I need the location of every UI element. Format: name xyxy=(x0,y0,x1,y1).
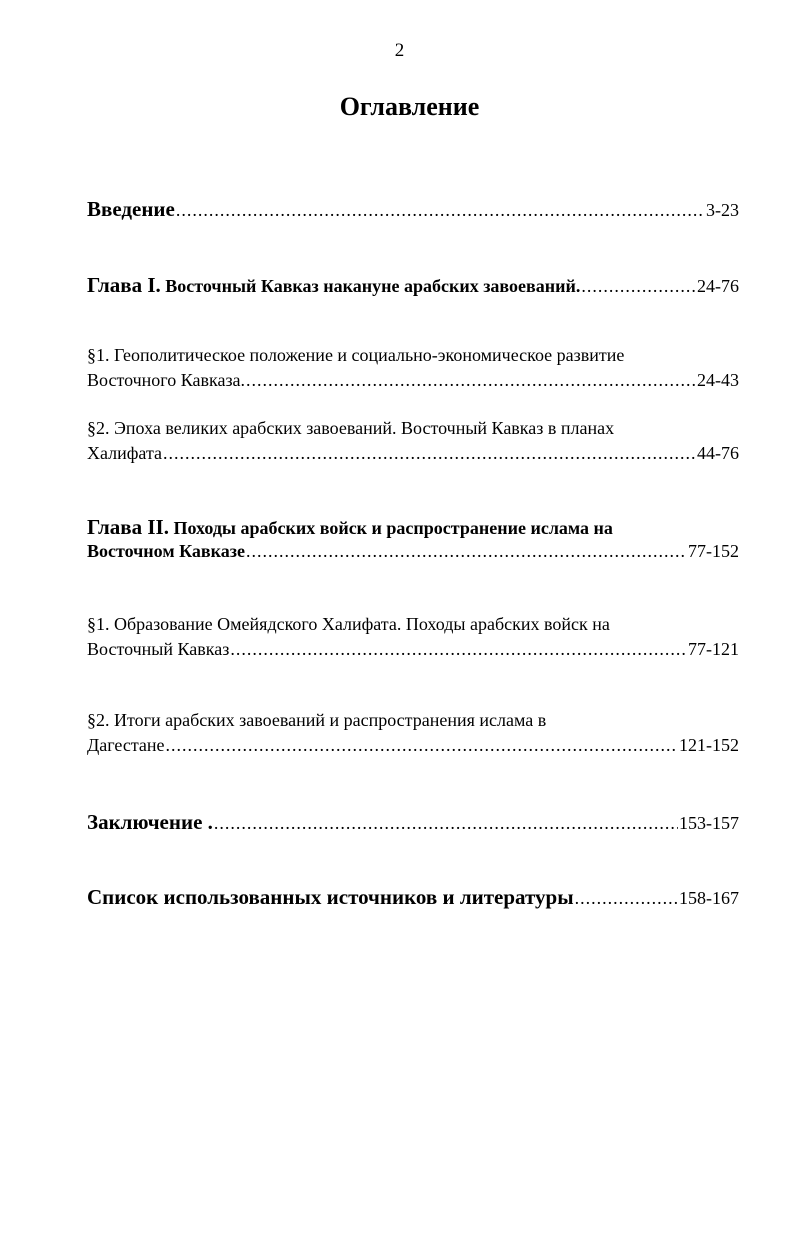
dot-leader xyxy=(246,370,696,391)
toc-entry-label: Заключение . xyxy=(87,810,213,834)
dot-leader xyxy=(214,813,678,834)
dot-leader xyxy=(166,735,678,756)
toc-entry-chapter-2-line1 xyxy=(87,515,739,540)
toc-entry-pages: 77-152 xyxy=(688,541,739,561)
toc-entry-label xyxy=(87,273,580,298)
toc-entry-label: Восточный Кавказ xyxy=(87,639,230,659)
toc-section-2-2-line2 xyxy=(87,735,739,756)
dot-leader xyxy=(163,443,696,464)
dot-leader xyxy=(230,639,687,660)
toc-entry-sources xyxy=(87,885,739,910)
toc-section-1-2-line2 xyxy=(87,443,739,464)
toc-entry-label: Халифата xyxy=(87,443,163,463)
toc-entry-label: Список использованных источников и литературы xyxy=(87,885,574,909)
toc-entry-pages: 77-121 xyxy=(688,639,739,659)
toc-entry-introduction xyxy=(87,197,739,222)
toc-section-1-1-line2 xyxy=(87,370,739,391)
dot-leader xyxy=(581,276,696,297)
toc-entry-label: Восточного Кавказа. xyxy=(87,370,246,390)
dot-leader xyxy=(575,888,678,909)
toc-entry-pages: 121-152 xyxy=(679,735,739,755)
page-title: Оглавление xyxy=(339,92,480,121)
dot-leader xyxy=(176,200,705,221)
toc-entry-label: Дагестане xyxy=(87,735,165,755)
toc-entry-label: Восточном Кавказе xyxy=(87,541,245,561)
chapter-title: Походы арабских войск и распространение ислама на xyxy=(168,518,613,538)
toc-section-1-1-line1: §1. Геополитическое положение и социально-экономическое развитие xyxy=(87,345,625,365)
chapter-title: Восточный Кавказ накануне арабских завоеваний. xyxy=(160,276,581,296)
toc-entry-chapter-1 xyxy=(87,273,739,298)
toc-entry-chapter-2-line2 xyxy=(87,541,739,562)
toc-section-2-2-line1: §2. Итоги арабских завоеваний и распространения ислама в xyxy=(87,710,547,730)
toc-section-2-1-line2 xyxy=(87,639,739,660)
chapter-prefix: Глава II. xyxy=(87,515,169,539)
toc-entry-pages: 3-23 xyxy=(706,200,739,220)
toc-entry-pages: 24-76 xyxy=(697,276,739,296)
dot-leader xyxy=(246,541,687,562)
toc-entry-pages: 24-43 xyxy=(697,370,739,390)
toc-entry-conclusion xyxy=(87,810,739,835)
toc-entry-pages: 153-157 xyxy=(679,813,739,833)
page-number: 2 xyxy=(394,40,405,61)
toc-section-1-2-line1: §2. Эпоха великих арабских завоеваний. Восточный Кавказ в планах xyxy=(87,418,615,438)
toc-entry-pages: 158-167 xyxy=(679,888,739,908)
chapter-prefix: Глава I. xyxy=(87,273,161,297)
toc-entry-pages: 44-76 xyxy=(697,443,739,463)
toc-entry-label: Введение xyxy=(87,197,175,221)
toc-section-2-1-line1: §1. Образование Омейядского Халифата. Походы арабских войск на xyxy=(87,614,610,634)
